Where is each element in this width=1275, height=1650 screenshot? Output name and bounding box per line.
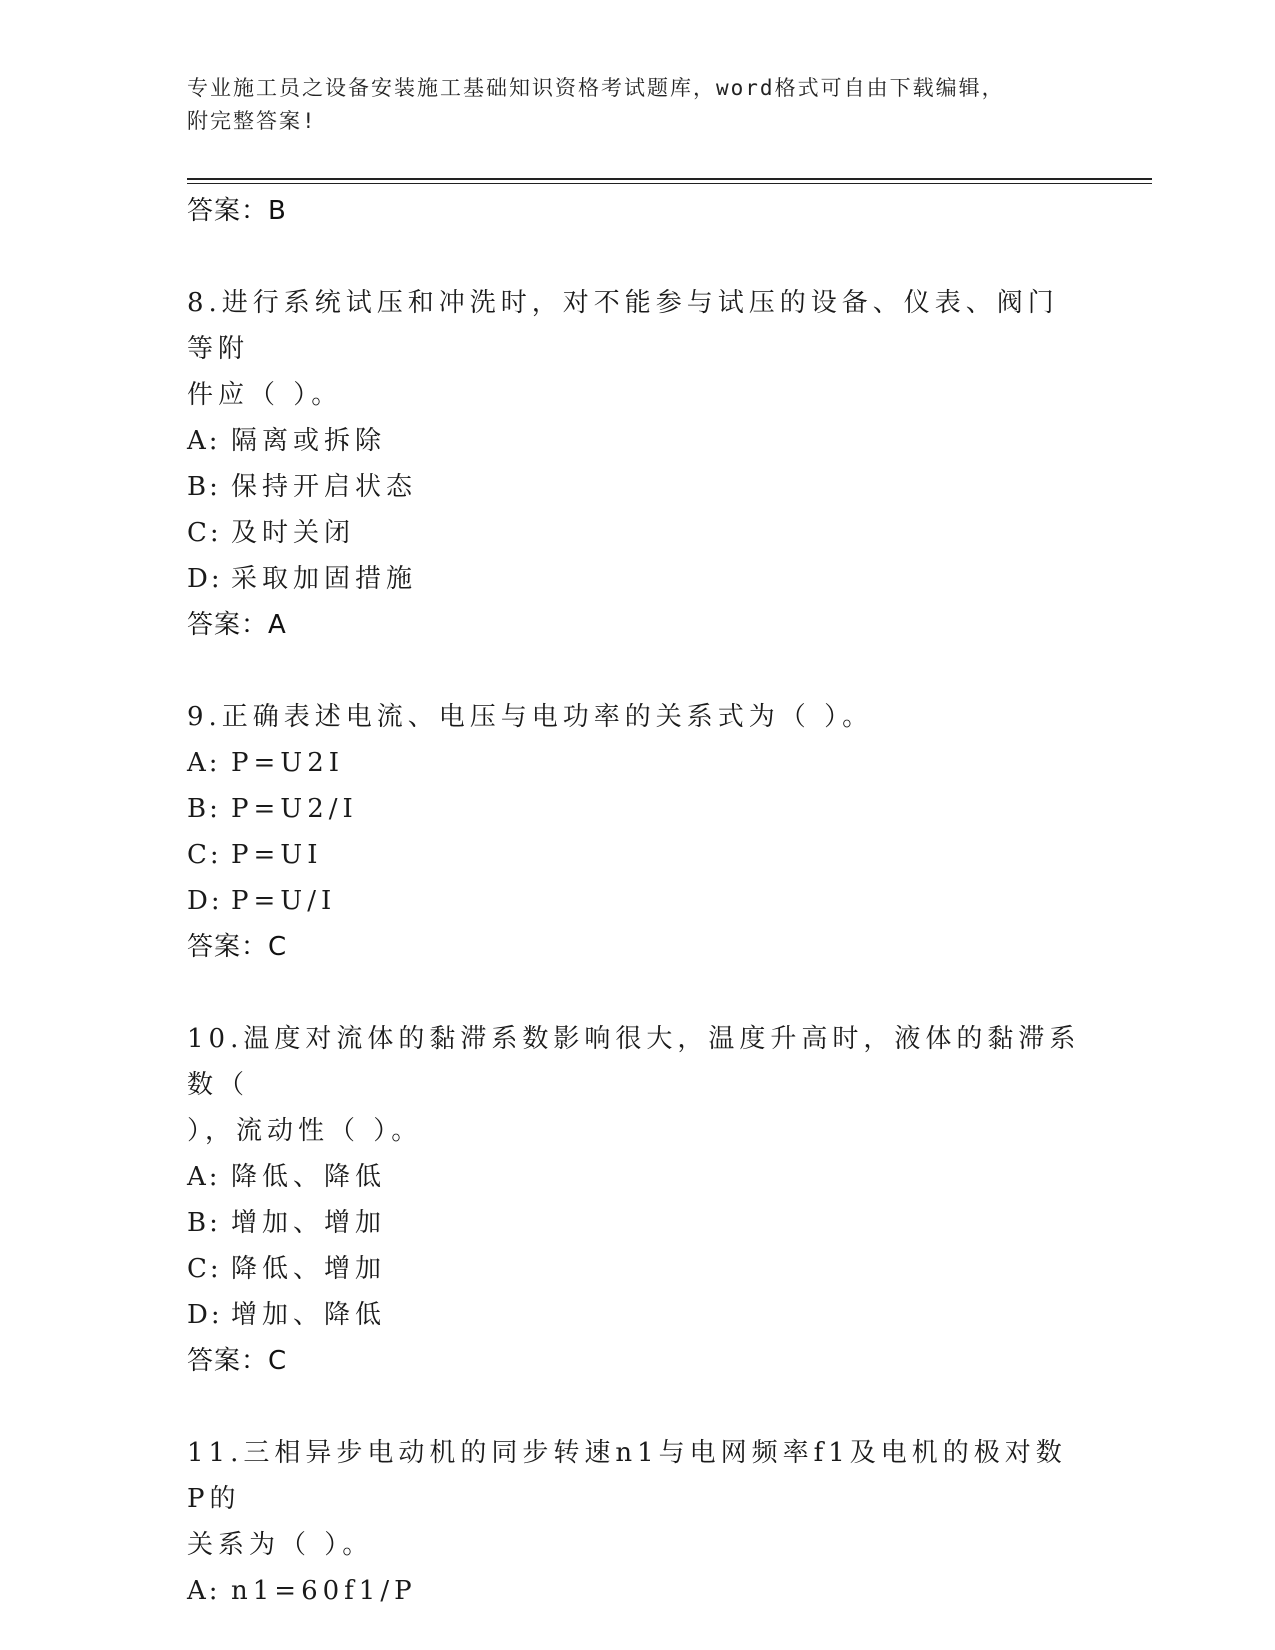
answer-label: 答案：B [187, 196, 287, 226]
option-b: B: 增加、增加 [187, 1208, 387, 1238]
option-c: C: 降低、增加 [187, 1254, 387, 1284]
option-b: B: 保持开启状态 [187, 472, 418, 502]
option-c: C: 及时关闭 [187, 518, 356, 548]
question-stem-cont: 关系为（ ）。 [187, 1530, 374, 1560]
option-a: A: P=U2I [187, 748, 345, 778]
header-line-2: 附完整答案! [187, 109, 317, 133]
option-a: A: n1=60f1/P [187, 1576, 417, 1606]
question-stem: 8.进行系统试压和冲洗时，对不能参与试压的设备、仪表、阀门等附 [187, 288, 1059, 364]
header-line-1: 专业施工员之设备安装施工基础知识资格考试题库，word格式可自由下载编辑， [187, 76, 1005, 100]
answer-label: 答案：C [187, 932, 288, 962]
option-d: D: 增加、降低 [187, 1300, 387, 1330]
page-header [187, 72, 1087, 138]
question-list [187, 188, 1087, 1614]
question-11 [187, 1430, 1087, 1614]
option-b: B: P=U2/I [187, 794, 358, 824]
question-stem: 9.正确表述电流、电压与电功率的关系式为（ ）。 [187, 702, 874, 732]
option-d: D: P=U/I [187, 886, 337, 916]
spacer [187, 234, 1087, 280]
option-a: A: 降低、降低 [187, 1162, 387, 1192]
spacer [187, 970, 1087, 1016]
option-a: A: 隔离或拆除 [187, 426, 387, 456]
question-9 [187, 694, 1087, 970]
question-stem-cont: 件应（ ）。 [187, 380, 343, 410]
spacer [187, 648, 1087, 694]
header-divider [187, 178, 1152, 184]
option-d: D: 采取加固措施 [187, 564, 418, 594]
question-10 [187, 1016, 1087, 1384]
question-8 [187, 280, 1087, 648]
question-stem: 10.温度对流体的黏滞系数影响很大，温度升高时，液体的黏滞系数（ [187, 1024, 1081, 1100]
option-c: C: P=UI [187, 840, 323, 870]
answer-label: 答案：A [187, 610, 287, 640]
question-stem-cont: ），流动性（ ）。 [187, 1116, 423, 1146]
answer-label: 答案：C [187, 1346, 288, 1376]
question-stem: 11.三相异步电动机的同步转速n1与电网频率f1及电机的极对数P的 [187, 1438, 1067, 1514]
spacer [187, 1384, 1087, 1430]
